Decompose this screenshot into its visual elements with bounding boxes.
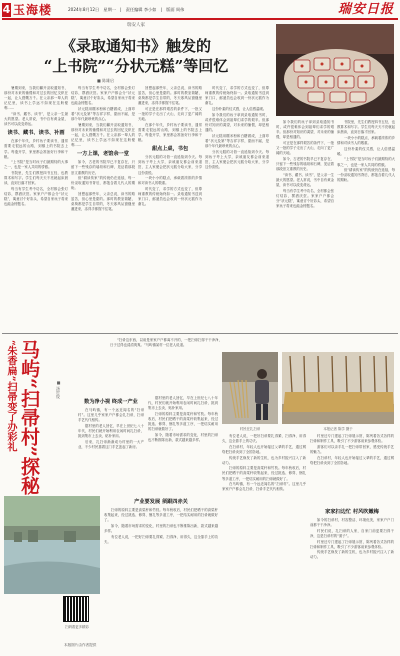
paragraph: 如今，古老的书院早已不复存在，只留下一些残存的墙垣和石碑，见证着那段崇文重教的历史。 [71, 160, 135, 175]
paragraph: 有位老人说，一把好扫帚要扎得紧、扫得净、用得久，这全靠手上的功夫。 [104, 534, 218, 544]
paragraph: 在那个年代，乡村孩子要读书，通常需要走很远的山路，到镇上的书院去上学。每逢开学，家里都会准备好行李和干粮。 [138, 122, 202, 143]
article2-column-b [148, 396, 218, 488]
article2-lead [110, 338, 222, 358]
paragraph: 暑期到来，当我们翻开录取通知书，那份对未来的憧憬和对过去的回忆交织在一起，让人感慨万千。在父亲那一辈人的记忆里，读书上学远不如现在这般便利…… [71, 122, 135, 148]
paragraph: 扫帚的原料主要是高粱秆和竹枝。每年秋收后，村民们把晒干的高粱秆收集起来，经过挑选、修剪、捆扎等多道工序，一把结实耐用的扫帚就做好了。 [148, 411, 218, 432]
page-number: 4 [2, 3, 11, 16]
headline-line1: 《录取通知书》触发的 [60, 37, 211, 55]
article1-subhead-3: 甜点上桌，书包 [151, 146, 189, 153]
paragraph: 如今的扫帚村，村容整洁、环境优美，家家户户门前都干干净净。 [310, 518, 394, 528]
paragraph: 这份朴素的仪式感，让人倍感温暖。 [337, 146, 395, 156]
paragraph: 村里还专门建起了扫帚展示馆，陈列着各式各样的扫帚和制作工具，吸引了不少游客前来参观体验。 [310, 539, 394, 549]
masthead-rule [2, 18, 398, 20]
paragraph: 时代变了，求学的方式也变了，但尊师重教的传统始终如一。录取通知书送到家门口，邮递员也会收到一份状元糕作为谢礼。 [138, 186, 202, 207]
paragraph: 在马屿镇，有一个远近闻名的“扫帚村”。这里几乎家家户户都会扎扫帚，扫帚手艺代代相传。 [222, 482, 306, 492]
paragraph: 但“耕读传家”的传统仍在延续，每一份录取通知书背后，都饱含着几代人的期盼。 [71, 176, 135, 191]
article2-byline: ■ 汤世俊 [56, 380, 61, 399]
paragraph: 如今我们的孩子拿到录取通知书时，或许很难体会到祖辈们求学的艰辛。但那份对知识的渴望，对未来的憧憬，却是相通的。 [205, 112, 269, 132]
paragraph: 扫帚的原料主要是高粱秆和竹枝。每年秋收后，村民们把晒干的高粱秆收集起来，经过挑选、修剪、捆扎等多道工序，一把结实耐用的扫帚就做好了。 [104, 508, 218, 523]
paragraph: 每当有学生考中功名，全村都会张灯结彩，摆酒庆贺。家家户户都会分“状元糕”，寓意讨个好彩头，希望自家孩子将来也能金榜题名。 [276, 188, 334, 208]
newspaper-logo: 瑞安日报 [337, 2, 394, 17]
paragraph: 状元糕用糯米粉和白糖做成，上面印着“状元及第”等吉祥字样，甜而不腻，是那个年代最珍贵的点心。 [71, 106, 135, 122]
article2-headline: 马屿“扫帚村”探秘 [18, 340, 40, 495]
paragraph: 后来，扎扫帚渐渐成为村里的一大产业，不少村民靠着这门手艺盖起了新房。 [78, 439, 144, 449]
paragraph: 村民们说，扎扫帚的人家，自家门前更要扫得干净，这是扫帚村的“面子”。 [310, 528, 394, 538]
paragraph: 回想起那些年，父亲总说，读书的路虽苦，但心里是甜的。那时的教室简陋，桌椅都是学生自带的，冬天寒风从窗缝里灌进来，冻得手都握不住笔。 [71, 192, 135, 212]
article2-photo-caption-b: 本报记者 陈学 摄于 [323, 427, 353, 431]
article2-subhead-a: 数为净小视 终成一产业 [84, 399, 138, 405]
paragraph: 据村里的老人回忆，早在上世纪七八十年代，村民们就开始利用农闲时间扎扫帚，挑到集市上去卖，贴补家用。 [78, 423, 144, 439]
paragraph: 如今，随着市场需求的变化，村里的扫帚也不断推陈出新，款式越来越多样。 [104, 523, 218, 533]
paragraph: 一块小小的糕点，承载着浓浓的乡情和对读书人的敬重。 [337, 135, 395, 145]
paragraph: 但“耕读传家”的传统仍在延续，每一份录取通知书背后，都饱含着几代人的期盼。 [337, 168, 395, 183]
article1-column-4 [205, 86, 269, 311]
paragraph: 可正是在那样艰苦的条件下，一批又一批的学子走出了大山，走向了更广阔的天地。 [276, 140, 334, 156]
paragraph: 书院里，先生们教授四书五经，也教算术和写字。学生们每天天不亮就起床晨读，直到日落才回家。 [337, 120, 395, 135]
paragraph: 回想起那些年，父亲总说，读书的路虽苦，但心里是甜的。那时的教室简陋，桌椅都是学生自带的，冬天寒风从窗缝里灌进来，冻得手都握不住笔。 [138, 86, 202, 106]
paragraph: 在马屿镇，有一个远近闻名的“扫帚村”。这里几乎家家户户都会扎扫帚，扫帚手艺代代相传。 [78, 408, 144, 423]
paragraph: 可正是在那样艰苦的条件下，一批又一批的学子走出了大山，走向了更广阔的天地。 [138, 106, 202, 122]
article2-column-d [310, 434, 394, 504]
paragraph: 分状元糕的习俗一直延续到今天。每到孩子考上大学，亲戚朋友都会前来道贺，主人家便会把状元糕分给大家，分享这份喜悦。 [205, 149, 269, 169]
paragraph: 一块小小的糕点，承载着浓浓的乡情和对读书人的敬重。 [138, 176, 202, 186]
paragraph: 有位老人说，一把好扫帚要扎得紧、扫得净、用得久，这全靠手上的功夫。 [222, 434, 306, 444]
paragraph: “读书、藏书、读书”，是父亲一生最大的愿望。老人常说，书中自有黄金屋，读书可以改变命运。 [4, 112, 68, 127]
paragraph: 暑期到来，当我们翻开录取通知书，那份对未来的憧憬和对过去的回忆交织在一起，让人感慨万千。在父亲那一辈人的记忆里，读书上学远不如现在这般便利…… [4, 86, 68, 111]
article2-column-a [78, 396, 144, 488]
qr-code[interactable] [63, 596, 89, 622]
article1-column-1 [4, 86, 68, 311]
article1-subhead-1: 读书、藏书、读书、补画 [7, 130, 65, 137]
article2-column-e [310, 506, 394, 646]
paragraph: 村里还专门建起了扫帚展示馆，陈列着各式各样的扫帚和制作工具，吸引了不少游客前来参观体验。 [310, 434, 394, 444]
headline-line2: “上书院”“分状元糕”等回忆 [43, 57, 229, 75]
section-title: 玉海楼 [13, 3, 53, 17]
paragraph: 时代变了，求学的方式也变了，但尊师重教的传统始终如一。录取通知书送到家门口，邮递员也会收到一份状元糕作为谢礼。 [205, 86, 269, 106]
paragraph: 扫帚的原料主要是高粱秆和竹枝。每年秋收后，村民们把晒干的高粱秆收集起来，经过挑选、修剪、捆扎等多道工序，一把结实耐用的扫帚就做好了。 [222, 466, 306, 481]
article2-photo-caption-a: 村民在扎扫帚 [239, 427, 261, 431]
paragraph: 状元糕用糯米粉和白糖做成，上面印着“状元及第”等吉祥字样，甜而不腻，是那个年代最珍贵的点心。 [205, 133, 269, 148]
article2-photo-landscape [4, 496, 100, 594]
paragraph: 如今，古老的书院早已不复存在，只留下一些残存的墙垣和石碑，见证着那段崇文重教的历史。 [276, 156, 334, 172]
article2-subhead-b: 产业要发展 须跟四赤关 [134, 499, 188, 505]
worker-photo-image [222, 352, 278, 424]
masthead [0, 0, 400, 20]
article1-column-2 [71, 86, 135, 311]
paragraph: “上书院”是当时孩子们最期待的大事之一，也是一家人共同的骄傲。 [4, 160, 68, 170]
article2-column-c [222, 434, 306, 594]
paragraph: 据村里的老人回忆，早在上世纪七八十年代，村民们就开始利用农闲时间扎扫帚，挑到集市上去卖，贴补家用。 [148, 396, 218, 411]
article-divider [2, 333, 398, 334]
paragraph: 这份朴素的仪式感，让人倍感温暖。 [212, 106, 267, 111]
paragraph: “上书院”是当时孩子们最期待的大事之一，也是一家人共同的骄傲。 [337, 157, 395, 167]
article2-subtitle: “朱香扁”扫帚变了办彩礼 [5, 340, 16, 452]
paragraph: 在扫帚村，年轻人也开始接过父辈的手艺，通过网络把扫帚卖到了全国各地。 [310, 455, 394, 465]
article1-column-5 [276, 120, 334, 330]
paragraph: “扫帚这东西，以前是家家户户都离不开的，一把扫帚扫得干干净净，日子过得也清清爽爽。”马屿镇某村一位老人说道。 [110, 338, 222, 348]
issue-info: 2024年8月12日 星期一 | 责任编辑 李小如 | 版面 周伟 [68, 7, 185, 12]
brooms-photo-image [282, 352, 394, 424]
paragraph: 分状元糕的习俗一直延续到今天。每到孩子考上大学，亲戚朋友都会前来道贺，主人家便会把状元糕分给大家，分享这份喜悦。 [138, 155, 202, 175]
paragraph: 在那个年代，乡村孩子要读书，通常需要走很远的山路，到镇上的书院去上学。每逢开学，家里都会准备好行李和干粮。 [4, 139, 68, 159]
article1-headline [0, 36, 272, 76]
article2-subhead-c: 家家扫边忙 村风吹嫩梅 [325, 509, 379, 515]
article2-photo-worker [222, 352, 278, 424]
paragraph: 书院里，先生们教授四书五经，也教算术和写字。学生们每天天不亮就起床晨读，直到日落才回家。 [4, 171, 68, 186]
qr-code-caption: 扫码看更多精彩 [65, 625, 89, 629]
article1-photo [276, 24, 394, 116]
article1-kicker: 瑞安人家 [127, 23, 145, 28]
village-photo-image [4, 496, 100, 594]
article2-column-f [104, 496, 218, 596]
paragraph: 传统手艺焕发了新的生机，也为乡村振兴注入了新动力。 [310, 550, 394, 560]
bottom-caption: 本版图片由作者提供 [64, 643, 97, 647]
paragraph: 传统手艺焕发了新的生机，也为乡村振兴注入了新动力。 [222, 455, 306, 465]
article2-photo-brooms [282, 352, 394, 424]
paragraph: 每当有学生考中功名，全村都会张灯结彩，摆酒庆贺。家家户户都会分“状元糕”，寓意讨个好彩头，希望自家孩子将来也能金榜题名。 [4, 186, 68, 207]
paragraph: “读书、藏书、读书”，是父亲一生最大的愿望。老人常说，书中自有黄金屋，读书可以改变命运。 [276, 172, 334, 187]
cakes-photo-image [276, 24, 394, 116]
paragraph: 游客们可以亲手扎一把扫帚带回家，感受传统手艺的魅力。 [310, 444, 394, 454]
paragraph: 在扫帚村，年轻人也开始接过父辈的手艺，通过网络把扫帚卖到了全国各地。 [222, 444, 306, 454]
paragraph: 如今我们的孩子拿到录取通知书时，或许很难体会到祖辈们求学的艰辛。但那份对知识的渴望，对未来的憧憬，却是相通的。 [276, 120, 334, 140]
article1-column-3 [138, 86, 202, 311]
paragraph: 如今，随着市场需求的变化，村里的扫帚也不断推陈出新，款式越来越多样。 [148, 432, 218, 442]
article1-subhead-2: 一方上课，老馆余一堂 [77, 151, 129, 158]
article1-column-6 [337, 120, 395, 330]
article1-byline: ■ 陈雄启 [97, 78, 115, 83]
paragraph: 每当有学生考中功名，全村都会张灯结彩，摆酒庆贺。家家户户都会分“状元糕”，寓意讨个好彩头，希望自家孩子将来也能金榜题名。 [71, 86, 135, 106]
